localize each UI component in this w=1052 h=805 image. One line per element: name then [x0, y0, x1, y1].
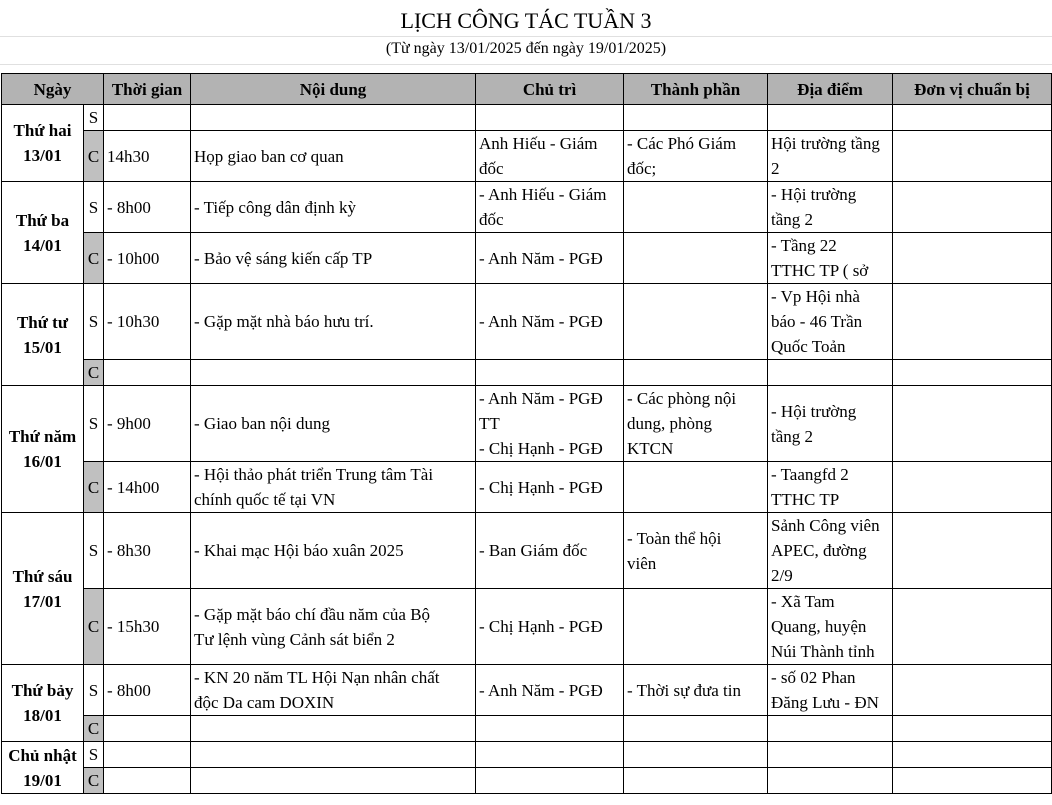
table-row: [2, 386, 1052, 462]
content-cell-line: độc Da cam DOXIN: [194, 693, 335, 712]
prep-cell[interactable]: [893, 742, 1052, 768]
session-code-cell[interactable]: C: [84, 233, 104, 284]
time-cell[interactable]: - 15h30: [104, 589, 191, 665]
chair-cell[interactable]: [476, 233, 624, 284]
day-cell[interactable]: [2, 182, 84, 284]
prep-cell[interactable]: [893, 386, 1052, 462]
prep-cell[interactable]: [893, 233, 1052, 284]
header-row: [2, 74, 1052, 105]
chair-cell[interactable]: [476, 462, 624, 513]
header-cell-chair[interactable]: Chủ trì: [476, 74, 624, 105]
content-cell-line: - Gặp mặt nhà báo hưu trí.: [194, 312, 374, 331]
header-cell-day[interactable]: Ngày: [2, 74, 104, 105]
header-cell-prep[interactable]: Đơn vị chuẩn bị: [893, 74, 1052, 105]
place-cell-line: Núi Thành tỉnh: [771, 642, 875, 661]
chair-cell-line: - Anh Năm - PGĐ: [479, 248, 603, 268]
day-cell[interactable]: [2, 665, 84, 742]
members-cell[interactable]: [624, 716, 768, 742]
place-cell[interactable]: [768, 284, 893, 360]
content-cell[interactable]: [191, 284, 476, 360]
place-cell-line: Quốc Toản: [771, 337, 846, 356]
place-cell-line: tầng 2: [771, 210, 814, 229]
session-code-cell[interactable]: S: [84, 284, 104, 360]
place-cell[interactable]: [768, 589, 893, 665]
members-cell[interactable]: [624, 589, 768, 665]
place-cell-line: - Tầng 22: [771, 236, 837, 255]
header-cell-content[interactable]: Nội dung: [191, 74, 476, 105]
table-row: [2, 742, 1052, 768]
prep-cell[interactable]: [893, 589, 1052, 665]
chair-cell[interactable]: [476, 182, 624, 233]
members-cell-line: - Toàn thể hội: [627, 528, 722, 548]
day-date: 17/01: [23, 591, 62, 611]
chair-cell-line: - Anh Hiếu - Giám: [479, 185, 607, 204]
chair-cell[interactable]: [476, 105, 624, 131]
chair-cell[interactable]: [476, 360, 624, 386]
time-cell[interactable]: - 8h30: [104, 513, 191, 589]
table-row: [2, 716, 1052, 742]
place-cell-line: TTHC TP: [771, 490, 840, 509]
members-cell[interactable]: [624, 462, 768, 513]
day-name: Thứ hai: [13, 121, 72, 140]
content-cell-line: - Giao ban nội dung: [194, 414, 330, 433]
day-date: 13/01: [23, 146, 62, 165]
chair-cell-line: - Chị Hạnh - PGĐ: [479, 477, 603, 497]
table-row: [2, 105, 1052, 131]
chair-cell[interactable]: [476, 589, 624, 665]
time-cell[interactable]: - 8h00: [104, 182, 191, 233]
day-date: 15/01: [23, 337, 62, 357]
members-cell-line: đốc;: [627, 159, 657, 178]
session-code-cell[interactable]: C: [84, 131, 104, 182]
chair-cell-line: - Anh Năm - PGĐ: [479, 312, 603, 331]
place-cell-line: - Taangfd 2: [771, 465, 849, 484]
place-cell-line: báo - 46 Trần: [771, 312, 863, 331]
chair-cell-line: - Anh Năm - PGĐ: [479, 680, 603, 700]
day-date: 14/01: [23, 235, 62, 255]
place-cell[interactable]: [768, 513, 893, 589]
chair-cell-line: - Chị Hạnh - PGĐ: [479, 439, 603, 458]
content-cell-line: - Bảo vệ sáng kiến cấp TP: [194, 248, 373, 268]
chair-cell-line: TT: [479, 414, 500, 433]
prep-cell[interactable]: [893, 182, 1052, 233]
place-cell[interactable]: [768, 105, 893, 131]
content-cell[interactable]: [191, 665, 476, 716]
place-cell-line: Sảnh Công viên: [771, 516, 880, 535]
place-cell-line: - số 02 Phan: [771, 668, 856, 687]
prep-cell[interactable]: [893, 716, 1052, 742]
members-cell[interactable]: [624, 386, 768, 462]
place-cell-line: Đăng Lưu - ĐN: [771, 693, 879, 712]
content-cell[interactable]: [191, 589, 476, 665]
table-row: [2, 284, 1052, 360]
content-cell[interactable]: [191, 131, 476, 182]
sheet-gridline: [0, 36, 1052, 37]
members-cell[interactable]: [624, 768, 768, 794]
header-cell-place[interactable]: Địa điểm: [768, 74, 893, 105]
header-cell-members[interactable]: Thành phần: [624, 74, 768, 105]
place-cell[interactable]: [768, 386, 893, 462]
content-cell[interactable]: [191, 182, 476, 233]
session-code-cell[interactable]: C: [84, 716, 104, 742]
table-row: [2, 768, 1052, 794]
content-cell[interactable]: [191, 742, 476, 768]
content-cell-line: - KN 20 năm TL Hội Nạn nhân chất: [194, 668, 440, 687]
session-code-cell[interactable]: C: [84, 360, 104, 386]
time-cell[interactable]: - 14h00: [104, 462, 191, 513]
place-cell-line: - Vp Hội nhà: [771, 287, 860, 306]
chair-cell-line: Anh Hiếu - Giám: [479, 134, 598, 153]
table-row: [2, 589, 1052, 665]
place-cell-line: APEC, đường: [771, 541, 867, 560]
time-cell[interactable]: - 8h00: [104, 665, 191, 716]
content-cell[interactable]: [191, 105, 476, 131]
content-cell[interactable]: [191, 768, 476, 794]
session-code-cell[interactable]: S: [84, 386, 104, 462]
members-cell-line: dung, phòng: [627, 414, 712, 433]
day-cell[interactable]: [2, 105, 84, 182]
session-code-cell[interactable]: C: [84, 462, 104, 513]
prep-cell[interactable]: [893, 513, 1052, 589]
place-cell-line: tầng 2: [771, 426, 814, 446]
content-cell-line: - Tiếp công dân định kỳ: [194, 197, 356, 217]
content-cell-line: Tư lệnh vùng Cảnh sát biển 2: [194, 629, 395, 649]
table-row: [2, 233, 1052, 284]
members-cell-line: - Các phòng nội: [627, 389, 737, 408]
schedule-body: [2, 105, 1052, 794]
session-code-cell[interactable]: S: [84, 742, 104, 768]
day-cell[interactable]: [2, 513, 84, 665]
time-cell[interactable]: - 9h00: [104, 386, 191, 462]
day-cell[interactable]: [2, 386, 84, 513]
content-cell-line: - Gặp mặt báo chí đầu năm của Bộ: [194, 604, 431, 624]
day-cell[interactable]: [2, 742, 84, 794]
chair-cell[interactable]: [476, 742, 624, 768]
chair-cell-line: - Chị Hạnh - PGĐ: [479, 617, 603, 636]
table-row: [2, 182, 1052, 233]
members-cell[interactable]: [624, 131, 768, 182]
members-cell-line: - Các Phó Giám: [627, 134, 737, 153]
members-cell[interactable]: [624, 665, 768, 716]
time-cell[interactable]: [104, 360, 191, 386]
prep-cell[interactable]: [893, 665, 1052, 716]
header-cell-time[interactable]: Thời gian: [104, 74, 191, 105]
place-cell-line: 2: [771, 159, 780, 178]
table-row: [2, 462, 1052, 513]
content-cell-line: - Khai mạc Hội báo xuân 2025: [194, 541, 404, 560]
content-cell[interactable]: [191, 233, 476, 284]
place-cell[interactable]: [768, 742, 893, 768]
time-cell[interactable]: [104, 716, 191, 742]
chair-cell[interactable]: [476, 665, 624, 716]
content-cell[interactable]: [191, 513, 476, 589]
chair-cell-line: - Ban Giám đốc: [479, 541, 588, 560]
day-name: Thứ sáu: [12, 566, 73, 586]
place-cell[interactable]: [768, 360, 893, 386]
members-cell-line: - Thời sự đưa tin: [627, 680, 741, 700]
content-cell[interactable]: [191, 462, 476, 513]
day-name: Thứ năm: [8, 427, 77, 446]
page-title: LỊCH CÔNG TÁC TUẦN 3: [400, 8, 652, 33]
place-cell-line: TTHC TP ( sở: [771, 261, 869, 280]
chair-cell[interactable]: [476, 716, 624, 742]
place-cell[interactable]: [768, 716, 893, 742]
session-code-cell[interactable]: S: [84, 665, 104, 716]
time-cell[interactable]: [104, 768, 191, 794]
content-cell-line: chính quốc tế tại VN: [194, 490, 336, 509]
time-cell[interactable]: - 10h00: [104, 233, 191, 284]
table-row: [2, 513, 1052, 589]
place-cell-line: Hội trường tầng: [771, 134, 880, 153]
place-cell-line: Quang, huyện: [771, 617, 867, 636]
table-row: [2, 131, 1052, 182]
place-cell-line: 2/9: [771, 566, 793, 585]
session-code-cell[interactable]: C: [84, 768, 104, 794]
members-cell[interactable]: [624, 742, 768, 768]
chair-cell[interactable]: [476, 386, 624, 462]
members-cell[interactable]: [624, 513, 768, 589]
chair-cell-line: đốc: [479, 159, 504, 178]
day-date: 18/01: [23, 706, 62, 725]
day-name: Thứ ba: [15, 210, 70, 230]
day-cell[interactable]: [2, 284, 84, 386]
prep-cell[interactable]: [893, 768, 1052, 794]
content-cell[interactable]: [191, 360, 476, 386]
place-cell[interactable]: [768, 182, 893, 233]
day-date: 16/01: [23, 452, 62, 471]
prep-cell[interactable]: [893, 360, 1052, 386]
day-name: Chủ nhật: [8, 745, 77, 765]
content-cell[interactable]: [191, 716, 476, 742]
place-cell[interactable]: [768, 233, 893, 284]
chair-cell[interactable]: [476, 768, 624, 794]
chair-cell[interactable]: [476, 513, 624, 589]
sheet-gridline: [0, 64, 1052, 65]
place-cell[interactable]: [768, 131, 893, 182]
day-name: Thứ tư: [16, 312, 69, 332]
members-cell-line: viên: [627, 553, 657, 573]
members-cell[interactable]: [624, 182, 768, 233]
prep-cell[interactable]: [893, 131, 1052, 182]
members-cell[interactable]: [624, 233, 768, 284]
place-cell-line: - Xã Tam: [771, 592, 835, 611]
members-cell[interactable]: [624, 284, 768, 360]
prep-cell[interactable]: [893, 284, 1052, 360]
time-cell[interactable]: - 10h30: [104, 284, 191, 360]
chair-cell[interactable]: [476, 131, 624, 182]
session-code-cell[interactable]: S: [84, 513, 104, 589]
content-cell-line: Họp giao ban cơ quan: [194, 146, 344, 166]
chair-cell-line: - Anh Năm - PGĐ: [479, 389, 603, 408]
members-cell[interactable]: [624, 105, 768, 131]
prep-cell[interactable]: [893, 462, 1052, 513]
time-cell[interactable]: [104, 105, 191, 131]
day-date: 19/01: [23, 770, 62, 790]
table-row: [2, 665, 1052, 716]
table-row: [2, 360, 1052, 386]
place-cell-line: - Hội trường: [771, 185, 857, 204]
session-code-cell[interactable]: C: [84, 589, 104, 665]
time-cell[interactable]: [104, 742, 191, 768]
members-cell[interactable]: [624, 360, 768, 386]
place-cell-line: - Hội trường: [771, 401, 857, 421]
content-cell-line: - Hội thảo phát triển Trung tâm Tài: [194, 465, 434, 484]
time-cell[interactable]: 14h30: [104, 131, 191, 182]
prep-cell[interactable]: [893, 105, 1052, 131]
session-code-cell[interactable]: S: [84, 182, 104, 233]
content-cell[interactable]: [191, 386, 476, 462]
page-subtitle: (Từ ngày 13/01/2025 đến ngày 19/01/2025): [385, 40, 667, 57]
session-code-cell[interactable]: S: [84, 105, 104, 131]
day-name: Thứ bảy: [11, 681, 74, 700]
chair-cell-line: đốc: [479, 210, 504, 229]
members-cell-line: KTCN: [627, 439, 674, 458]
place-cell[interactable]: [768, 665, 893, 716]
place-cell[interactable]: [768, 768, 893, 794]
place-cell[interactable]: [768, 462, 893, 513]
schedule-table: [1, 73, 1052, 794]
chair-cell[interactable]: [476, 284, 624, 360]
